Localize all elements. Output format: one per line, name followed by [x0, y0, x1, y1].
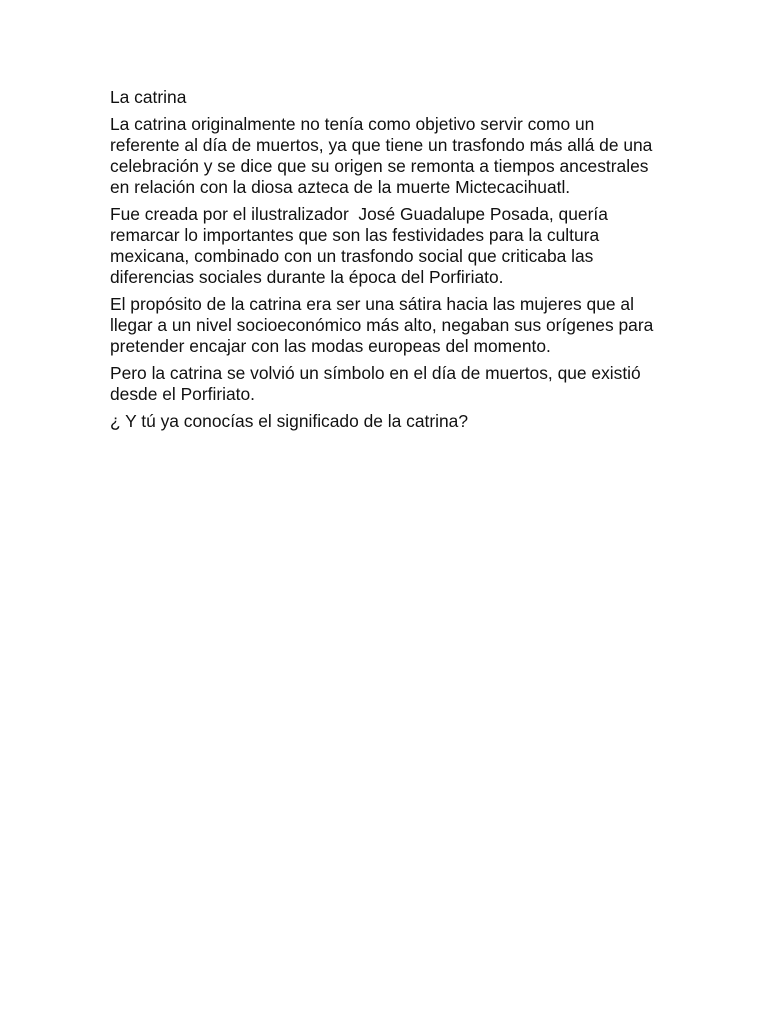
document-title: La catrina [110, 87, 187, 107]
paragraph-symbol: Pero la catrina se volvió un símbolo en el día de muertos, que existió desde el Porfiriato. [110, 363, 646, 404]
paragraph-creator: Fue creada por el ilustralizador José Guadalupe Posada, quería remarcar lo importantes que son las festividades para la cultura mexicana, combinado con un trasfondo social que criticaba las diferencias sociales durante la época del Porfiriato. [110, 204, 613, 287]
paragraph-purpose: El propósito de la catrina era ser una sátira hacia las mujeres que al llegar a un nivel socioeconómico más alto, negaban sus orígenes para pretender encajar con las modas europeas del momento. [110, 294, 659, 356]
paragraph-question: ¿ Y tú ya conocías el significado de la catrina? [110, 411, 469, 431]
paragraph-origin: La catrina originalmente no tenía como objetivo servir como un referente al día de muertos, ya que tiene un trasfondo más allá de una celebración y se dice que su origen se remonta a tiempos ancestrales en relación con la diosa azteca de la muerte Mictecacihuatl. [110, 114, 658, 197]
